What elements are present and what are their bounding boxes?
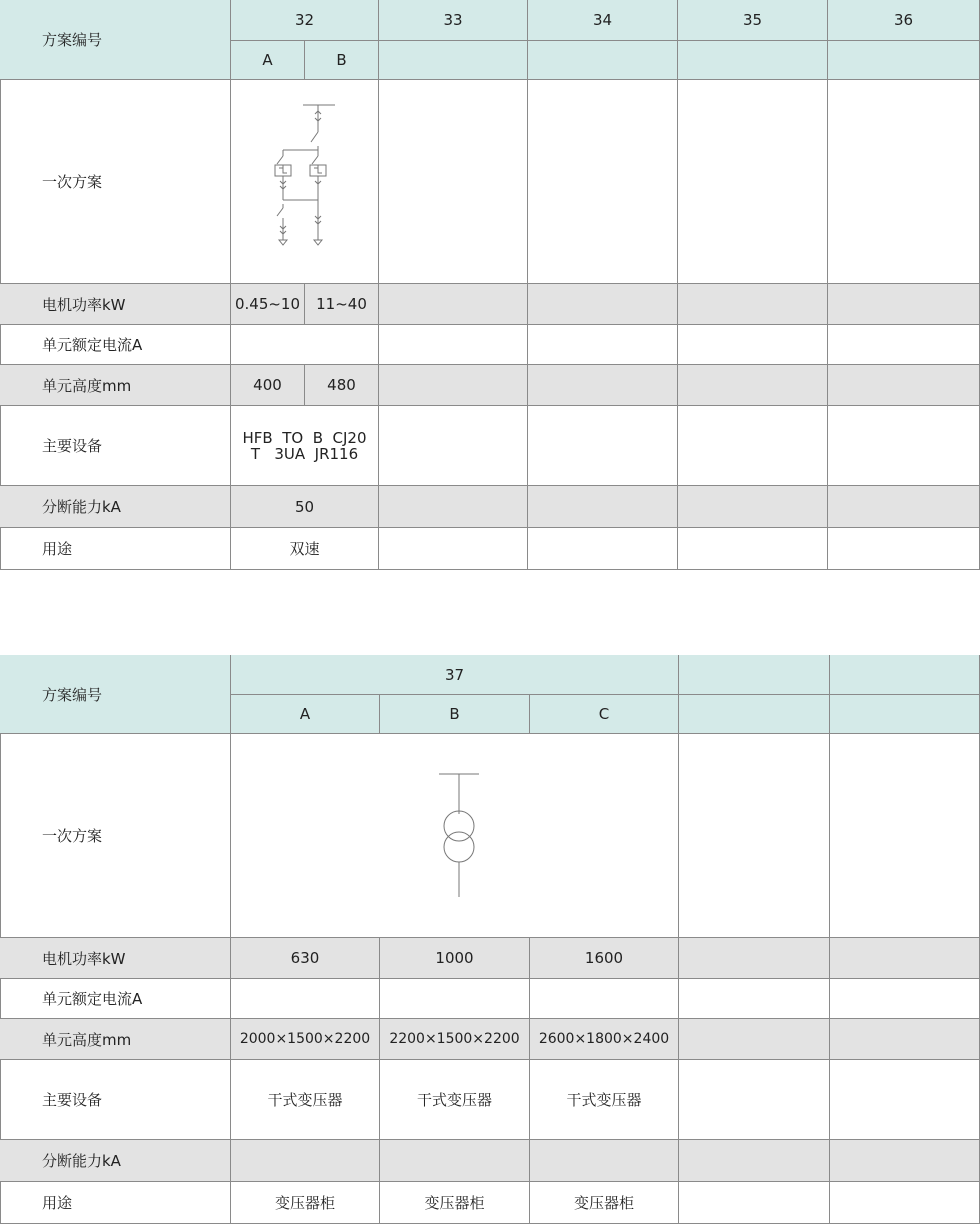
column-sub-empty [528,41,678,80]
unit-height-32a: 400 [231,365,305,406]
empty-cell [828,80,980,284]
empty-cell [528,365,678,406]
row-label-primary-scheme: 一次方案 [0,734,231,938]
unit-height-37a: 2000×1500×2200 [231,1019,380,1060]
empty-cell [679,979,830,1019]
empty-cell [828,365,980,406]
empty-cell [678,325,828,365]
rated-current-37a [231,979,380,1019]
empty-cell [528,486,678,528]
rated-current-32 [231,325,379,365]
usage-37c: 变压器柜 [530,1182,679,1224]
unit-height-32b: 480 [305,365,379,406]
empty-cell [379,325,528,365]
row-label-usage: 用途 [0,528,231,570]
scheme-table-1 [0,0,980,570]
dual-speed-circuit-diagram [231,80,379,284]
empty-cell [830,1182,980,1224]
column-header-37: 37 [231,655,679,695]
column-header-35: 35 [678,0,828,41]
motor-power-32a: 0.45~10 [231,284,305,325]
breaking-capacity-37b [380,1140,530,1182]
empty-cell [379,80,528,284]
empty-cell [679,1182,830,1224]
usage-32: 双速 [231,528,379,570]
row-label-primary-scheme: 一次方案 [0,80,231,284]
breaking-capacity-37c [530,1140,679,1182]
column-sub-empty [679,695,830,734]
empty-cell [379,486,528,528]
row-label-rated-current: 单元额定电流A [0,979,231,1019]
empty-cell [830,734,980,938]
column-header-36: 36 [828,0,980,41]
equipment-line-1: HFB TO B CJ20 [242,428,367,447]
sub-column-b: B [380,695,530,734]
usage-37a: 变压器柜 [231,1182,380,1224]
primary-scheme-diagram-32 [231,80,379,284]
empty-cell [678,284,828,325]
empty-cell [828,284,980,325]
empty-cell [528,80,678,284]
motor-power-37a: 630 [231,938,380,979]
scheme-number-label: 方案编号 [0,0,231,80]
row-label-breaking-capacity: 分断能力kA [0,486,231,528]
empty-cell [679,1060,830,1140]
column-header-32: 32 [231,0,379,41]
empty-cell [528,325,678,365]
rated-current-37c [530,979,679,1019]
main-equipment-37b: 干式变压器 [380,1060,530,1140]
motor-power-37b: 1000 [380,938,530,979]
empty-cell [828,406,980,486]
sub-column-a: A [231,41,305,80]
empty-cell [828,325,980,365]
empty-cell [830,1060,980,1140]
main-equipment-37c: 干式变压器 [530,1060,679,1140]
row-label-motor-power: 电机功率kW [0,284,231,325]
empty-cell [679,1140,830,1182]
rated-current-37b [380,979,530,1019]
column-sub-empty [828,41,980,80]
empty-cell [679,938,830,979]
empty-cell [679,734,830,938]
empty-cell [379,365,528,406]
sub-column-a: A [231,695,380,734]
row-label-breaking-capacity: 分断能力kA [0,1140,231,1182]
empty-cell [678,406,828,486]
row-label-unit-height: 单元高度mm [0,365,231,406]
empty-cell [528,406,678,486]
column-sub-empty [379,41,528,80]
motor-power-32b: 11~40 [305,284,379,325]
scheme-table-2 [0,655,980,1224]
empty-cell [379,528,528,570]
empty-cell [528,528,678,570]
column-header-empty [679,655,830,695]
unit-height-37b: 2200×1500×2200 [380,1019,530,1060]
empty-cell [679,1019,830,1060]
empty-cell [828,528,980,570]
row-label-main-equipment: 主要设备 [0,406,231,486]
usage-37b: 变压器柜 [380,1182,530,1224]
scheme-number-label: 方案编号 [0,655,231,734]
empty-cell [830,1019,980,1060]
motor-power-37c: 1600 [530,938,679,979]
empty-cell [678,528,828,570]
row-label-unit-height: 单元高度mm [0,1019,231,1060]
row-label-main-equipment: 主要设备 [0,1060,231,1140]
empty-cell [678,80,828,284]
equipment-line-2: T 3UA JR116 [250,444,359,463]
empty-cell [830,938,980,979]
breaking-capacity-32: 50 [231,486,379,528]
column-sub-empty [830,695,980,734]
sub-column-b: B [305,41,379,80]
main-equipment-32 [231,406,379,486]
empty-cell [528,284,678,325]
sub-column-c: C [530,695,679,734]
empty-cell [379,406,528,486]
column-sub-empty [678,41,828,80]
empty-cell [678,365,828,406]
empty-cell [379,284,528,325]
row-label-rated-current: 单元额定电流A [0,325,231,365]
empty-cell [830,979,980,1019]
column-header-empty [830,655,980,695]
column-header-33: 33 [379,0,528,41]
primary-scheme-diagram-37 [231,734,679,938]
main-equipment-37a: 干式变压器 [231,1060,380,1140]
empty-cell [678,486,828,528]
column-header-34: 34 [528,0,678,41]
row-label-usage: 用途 [0,1182,231,1224]
empty-cell [828,486,980,528]
row-label-motor-power: 电机功率kW [0,938,231,979]
transformer-diagram [231,734,679,938]
breaking-capacity-37a [231,1140,380,1182]
empty-cell [830,1140,980,1182]
unit-height-37c: 2600×1800×2400 [530,1019,679,1060]
